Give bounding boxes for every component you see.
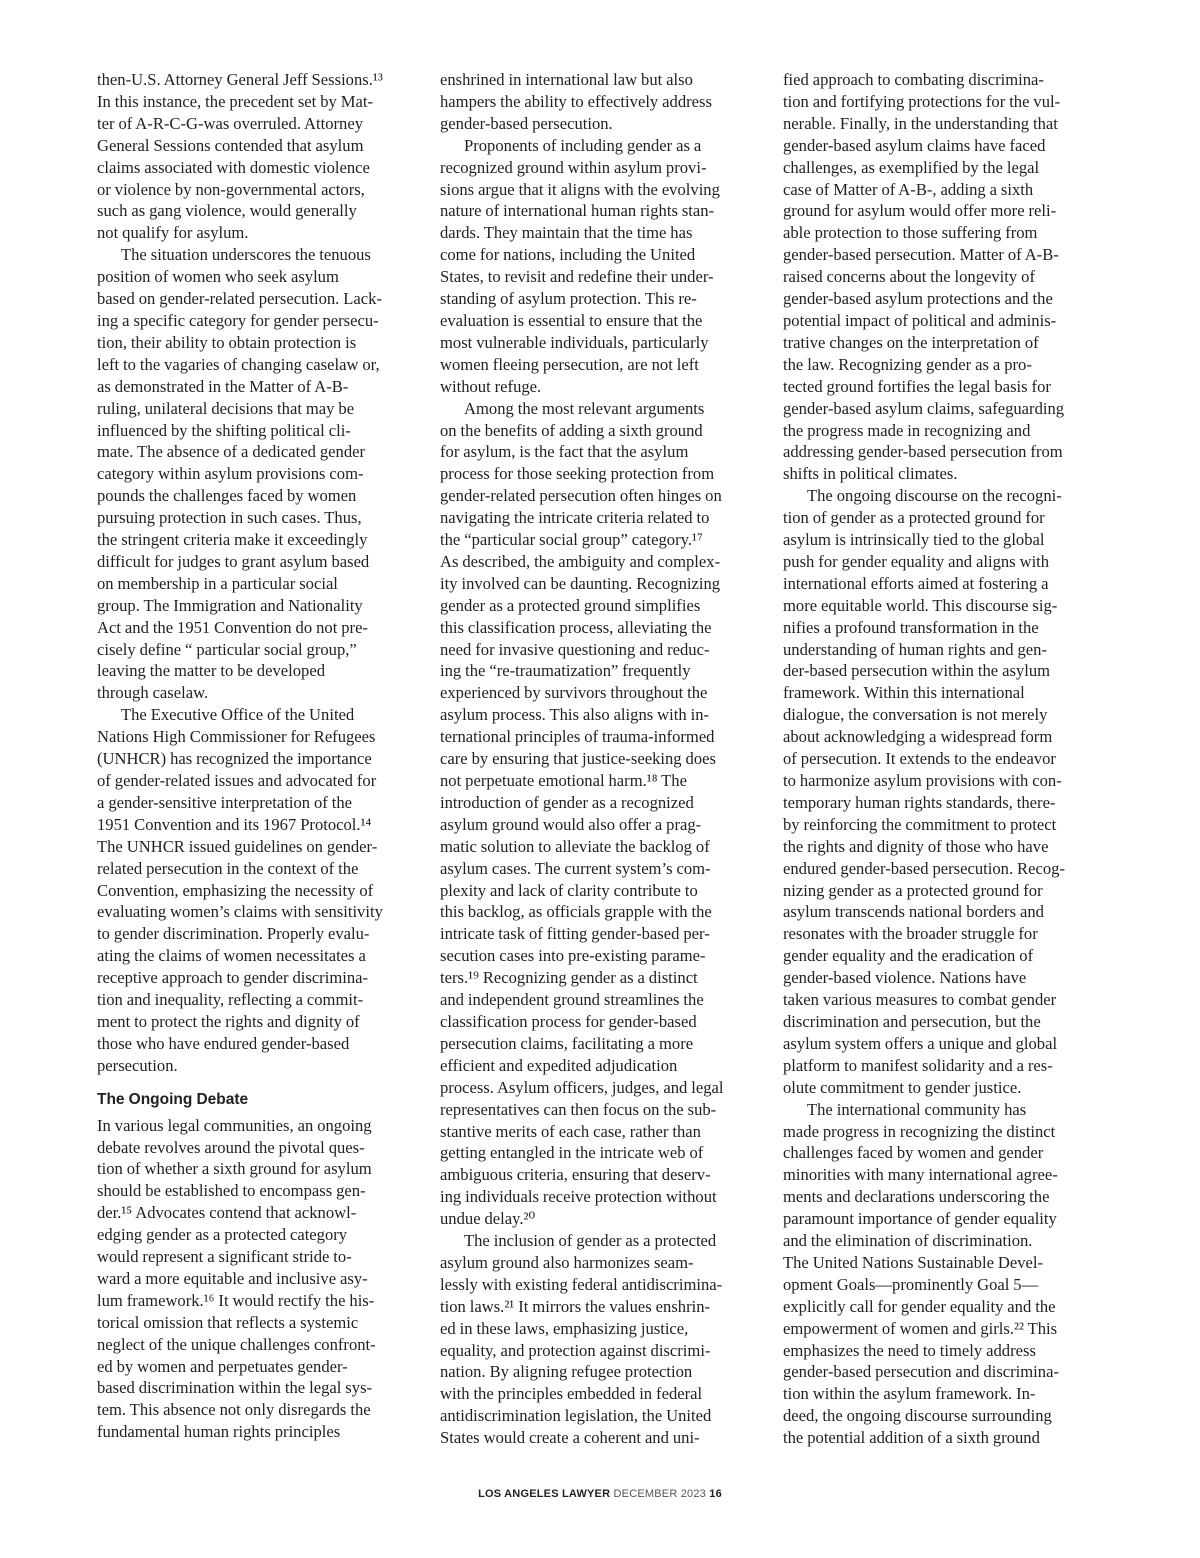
text-line: tion of gender as a protected ground for: [783, 508, 1045, 528]
text-line: In various legal communities, an ongoing: [97, 1115, 372, 1135]
text-line: ward a more equitable and inclusive asy-: [97, 1268, 368, 1288]
text-line: to gender discrimination. Properly evalu-: [97, 924, 370, 944]
text-line: Proponents of including gender as a: [464, 135, 702, 155]
text-line: the stringent criteria make it exceedingly: [97, 530, 368, 550]
text-line: debate revolves around the pivotal ques-: [97, 1137, 365, 1157]
text-line: based discrimination within the legal sys-: [97, 1378, 373, 1398]
text-line: category within asylum provisions com-: [97, 464, 364, 484]
text-line: ruling, unilateral decisions that may be: [97, 398, 355, 418]
text-line: ing individuals receive protection without: [440, 1187, 717, 1207]
text-line: der-based persecution within the asylum: [783, 661, 1051, 681]
text-line: about acknowledging a widespread form: [783, 727, 1053, 747]
text-line: claims associated with domestic violence: [97, 157, 370, 177]
text-line: paramount importance of gender equality: [783, 1209, 1057, 1229]
text-line: asylum process. This also aligns with in-: [440, 705, 710, 725]
text-line: potential impact of political and adminis-: [783, 310, 1057, 330]
text-line: the potential addition of a sixth ground: [783, 1428, 1040, 1448]
text-line: through caselaw.: [97, 683, 209, 703]
text-line: this backlog, as officials grapple with the: [440, 902, 712, 922]
text-line: more equitable world. This discourse sig-: [783, 595, 1058, 615]
text-line: torical omission that reflects a systemic: [97, 1312, 359, 1332]
text-line: not qualify for asylum.: [97, 223, 249, 243]
text-line: ter of A-R-C-G-was overruled. Attorney: [97, 113, 364, 133]
text-line: shifts in political climates.: [783, 464, 958, 484]
text-line: gender equality and the eradication of: [783, 946, 1034, 966]
text-line: tem. This absence not only disregards the: [97, 1400, 371, 1420]
text-line: lessly with existing federal antidiscrimina-: [440, 1274, 723, 1294]
text-line: antidiscrimination legislation, the United: [440, 1406, 712, 1426]
text-line: asylum is intrinsically tied to the global: [783, 530, 1045, 550]
text-line: gender-based persecution.: [440, 113, 613, 133]
section-heading: The Ongoing Debate: [97, 1090, 249, 1108]
text-line: The ongoing discourse on the recogni-: [807, 486, 1062, 506]
text-line: persecution.: [97, 1055, 178, 1075]
text-line: der.¹⁵ Advocates contend that acknowl-: [97, 1203, 357, 1223]
text-line: Convention, emphasizing the necessity of: [97, 880, 374, 900]
text-line: evaluation is essential to ensure that the: [440, 310, 703, 330]
text-line: dialogue, the conversation is not merely: [783, 705, 1048, 725]
text-line: pursuing protection in such cases. Thus,: [97, 508, 362, 528]
page-number: 16: [709, 1488, 722, 1500]
text-line: The situation underscores the tenuous: [121, 245, 371, 265]
text-line: gender-based persecution. Matter of A-B-: [783, 245, 1059, 265]
text-line: the law. Recognizing gender as a pro-: [783, 354, 1032, 374]
text-line: ed in these laws, emphasizing justice,: [440, 1318, 689, 1338]
text-line: intricate task of fitting gender-based per-: [440, 924, 710, 944]
text-line: asylum ground also harmonizes seam-: [440, 1252, 694, 1272]
text-line: resonates with the broader struggle for: [783, 924, 1038, 944]
text-line: States, to revisit and redefine their under-: [440, 267, 714, 287]
text-line: ating the claims of women necessitates a: [97, 946, 366, 966]
text-line: gender-based violence. Nations have: [783, 968, 1027, 988]
issue-date: DECEMBER 2023: [613, 1488, 706, 1500]
text-line: standing of asylum protection. This re-: [440, 289, 697, 309]
text-line: challenges faced by women and gender: [783, 1143, 1044, 1163]
text-column-1: [97, 69, 417, 1443]
text-line: endured gender-based persecution. Recog-: [783, 858, 1065, 878]
text-line: ing the “re-traumatization” frequently: [440, 661, 691, 681]
text-line: on membership in a particular social: [97, 573, 338, 593]
text-line: leaving the matter to be developed: [97, 661, 325, 681]
text-line: care by ensuring that justice-seeking does: [440, 749, 716, 769]
text-line: process for those seeking protection from: [440, 464, 715, 484]
text-line: Among the most relevant arguments: [464, 398, 705, 418]
text-line: influenced by the shifting political cli-: [97, 420, 351, 440]
text-line: the rights and dignity of those who have: [783, 836, 1049, 856]
text-line: deed, the ongoing discourse surrounding: [783, 1406, 1052, 1426]
text-line: pounds the challenges faced by women: [97, 486, 357, 506]
text-line: matic solution to alleviate the backlog of: [440, 836, 710, 856]
text-line: on the benefits of adding a sixth ground: [440, 420, 703, 440]
text-line: nerable. Finally, in the understanding that: [783, 113, 1058, 133]
text-line: ity involved can be daunting. Recognizing: [440, 573, 721, 593]
text-line: mate. The absence of a dedicated gender: [97, 442, 366, 462]
text-line: trative changes on the interpretation of: [783, 332, 1039, 352]
text-line: left to the vagaries of changing caselaw or,: [97, 354, 380, 374]
text-line: empowerment of women and girls.²² This: [783, 1318, 1058, 1338]
text-line: push for gender equality and aligns with: [783, 551, 1050, 571]
text-line: group. The Immigration and Nationality: [97, 595, 363, 615]
text-line: gender-based asylum protections and the: [783, 289, 1053, 309]
text-line: plexity and lack of clarity contribute to: [440, 880, 698, 900]
text-line: challenges, as exemplified by the legal: [783, 157, 1040, 177]
text-line: States would create a coherent and uni-: [440, 1428, 700, 1448]
text-line: asylum ground would also offer a prag-: [440, 814, 702, 834]
text-line: stantive merits of each case, rather than: [440, 1121, 701, 1141]
text-line: receptive approach to gender discrimina-: [97, 968, 369, 988]
text-line: addressing gender-based persecution from: [783, 442, 1063, 462]
text-line: asylum cases. The current system’s com-: [440, 858, 711, 878]
text-line: nifies a profound transformation in the: [783, 617, 1039, 637]
text-line: olute commitment to gender justice.: [783, 1077, 1022, 1097]
text-line: ambiguous criteria, ensuring that deserv-: [440, 1165, 711, 1185]
text-line: asylum system offers a unique and global: [783, 1033, 1058, 1053]
page-footer: [0, 1488, 1200, 1500]
text-line: getting entangled in the intricate web of: [440, 1143, 704, 1163]
text-line: position of women who seek asylum: [97, 267, 339, 287]
text-line: undue delay.²⁰: [440, 1209, 536, 1229]
text-line: (UNHCR) has recognized the importance: [97, 749, 372, 769]
text-line: made progress in recognizing the distinct: [783, 1121, 1056, 1141]
text-line: 1951 Convention and its 1967 Protocol.¹⁴: [97, 814, 372, 834]
text-line: secution cases into pre-existing parame-: [440, 946, 706, 966]
text-line: should be established to encompass gen-: [97, 1181, 366, 1201]
text-line: able protection to those suffering from: [783, 223, 1038, 243]
text-line: Nations High Commissioner for Refugees: [97, 727, 376, 747]
text-line: gender-based persecution and discrimina-: [783, 1362, 1059, 1382]
text-line: sions argue that it aligns with the evolving: [440, 179, 720, 199]
text-line: ed by women and perpetuates gender-: [97, 1356, 348, 1376]
text-line: for asylum, is the fact that the asylum: [440, 442, 689, 462]
text-line: tion of whether a sixth ground for asylum: [97, 1159, 372, 1179]
text-column-2: [440, 69, 760, 1449]
text-line: As described, the ambiguity and complex-: [440, 551, 721, 571]
text-line: without refuge.: [440, 376, 542, 396]
text-line: those who have endured gender-based: [97, 1033, 350, 1053]
text-line: most vulnerable individuals, particularly: [440, 332, 709, 352]
text-line: fundamental human rights principles: [97, 1422, 341, 1442]
text-line: neglect of the unique challenges confront-: [97, 1334, 376, 1354]
text-line: efficient and expedited adjudication: [440, 1055, 678, 1075]
text-line: need for invasive questioning and reduc-: [440, 639, 710, 659]
text-line: tion and fortifying protections for the vul-: [783, 91, 1061, 111]
text-line: ternational principles of trauma-informed: [440, 727, 715, 747]
text-line: the “particular social group” category.¹⁷: [440, 530, 703, 550]
text-line: raised concerns about the longevity of: [783, 267, 1035, 287]
text-line: representatives can then focus on the sub-: [440, 1099, 717, 1119]
text-line: cisely define “ particular social group,”: [97, 639, 357, 659]
text-line: The UNHCR issued guidelines on gender-: [97, 836, 378, 856]
text-line: gender-based asylum claims, safeguarding: [783, 398, 1065, 418]
text-line: persecution claims, facilitating a more: [440, 1033, 694, 1053]
text-line: introduction of gender as a recognized: [440, 792, 694, 812]
text-line: temporary human rights standards, there-: [783, 792, 1056, 812]
text-line: ground for asylum would offer more reli-: [783, 201, 1057, 221]
text-line: discrimination and persecution, but the: [783, 1011, 1041, 1031]
text-line: process. Asylum officers, judges, and legal: [440, 1077, 724, 1097]
text-line: taken various measures to combat gender: [783, 990, 1057, 1010]
text-line: equality, and protection against discrimi-: [440, 1340, 711, 1360]
text-line: nature of international human rights stan-: [440, 201, 715, 221]
text-line: not perpetuate emotional harm.¹⁸ The: [440, 771, 687, 790]
text-line: The international community has: [807, 1099, 1027, 1119]
text-line: Act and the 1951 Convention do not pre-: [97, 617, 368, 637]
text-line: and the elimination of discrimination.: [783, 1231, 1033, 1251]
text-line: The United Nations Sustainable Devel-: [783, 1252, 1044, 1272]
text-line: ing a specific category for gender persecu-: [97, 310, 379, 330]
text-line: to harmonize asylum provisions with con-: [783, 771, 1062, 790]
text-line: tected ground fortifies the legal basis for: [783, 376, 1051, 396]
text-line: ments and declarations underscoring the: [783, 1187, 1050, 1207]
text-line: gender as a protected ground simplifies: [440, 595, 701, 615]
text-line: navigating the intricate criteria related to: [440, 508, 710, 528]
text-line: minorities with many international agree-: [783, 1165, 1058, 1185]
text-line: a gender-sensitive interpretation of the: [97, 792, 353, 812]
text-line: or violence by non-governmental actors,: [97, 179, 365, 199]
text-line: such as gang violence, would generally: [97, 201, 357, 221]
text-line: dards. They maintain that the time has: [440, 223, 693, 243]
text-line: would represent a significant stride to-: [97, 1247, 352, 1267]
text-line: of gender-related issues and advocated for: [97, 771, 377, 790]
text-line: come for nations, including the United: [440, 245, 696, 265]
text-line: ment to protect the rights and dignity of: [97, 1011, 360, 1031]
text-line: of persecution. It extends to the endeavor: [783, 749, 1056, 769]
text-line: enshrined in international law but also: [440, 70, 693, 89]
text-line: related persecution in the context of the: [97, 858, 359, 878]
text-line: tion laws.²¹ It mirrors the values enshrin-: [440, 1296, 711, 1316]
text-line: classification process for gender-based: [440, 1011, 697, 1031]
text-line: edging gender as a protected category: [97, 1225, 348, 1245]
text-line: opment Goals—prominently Goal 5—: [783, 1274, 1039, 1294]
text-line: tion within the asylum framework. In-: [783, 1384, 1036, 1404]
text-line: international efforts aimed at fostering a: [783, 573, 1049, 593]
text-line: tion and inequality, reflecting a commit-: [97, 990, 364, 1010]
text-line: understanding of human rights and gen-: [783, 639, 1047, 659]
text-line: emphasizes the need to timely address: [783, 1340, 1036, 1360]
text-line: General Sessions contended that asylum: [97, 135, 364, 155]
text-line: and independent ground streamlines the: [440, 990, 704, 1010]
text-column-3: [783, 69, 1103, 1449]
text-line: case of Matter of A-B-, adding a sixth: [783, 179, 1034, 199]
text-line: difficult for judges to grant asylum based: [97, 551, 370, 571]
text-line: asylum transcends national borders and: [783, 902, 1044, 922]
text-line: recognized ground within asylum provi-: [440, 157, 707, 177]
text-line: nizing gender as a protected ground for: [783, 880, 1043, 900]
text-line: tion, their ability to obtain protection is: [97, 332, 357, 352]
text-line: by reinforcing the commitment to protect: [783, 814, 1057, 834]
text-line: lum framework.¹⁶ It would rectify the his-: [97, 1290, 375, 1310]
text-line: framework. Within this international: [783, 683, 1025, 703]
text-line: explicitly call for gender equality and the: [783, 1296, 1056, 1316]
text-line: fied approach to combating discrimina-: [783, 70, 1044, 89]
text-line: The inclusion of gender as a protected: [464, 1231, 717, 1251]
text-line: platform to manifest solidarity and a res-: [783, 1055, 1053, 1075]
text-line: evaluating women’s claims with sensitivity: [97, 902, 383, 922]
text-line: with the principles embedded in federal: [440, 1384, 703, 1404]
publication-name: LOS ANGELES LAWYER: [478, 1488, 611, 1500]
text-line: gender-based asylum claims have faced: [783, 135, 1046, 155]
text-line: the progress made in recognizing and: [783, 420, 1031, 440]
text-line: women fleeing persecution, are not left: [440, 354, 699, 374]
text-line: gender-related persecution often hinges on: [440, 486, 722, 506]
text-line: ters.¹⁹ Recognizing gender as a distinct: [440, 968, 698, 988]
text-line: hampers the ability to effectively address: [440, 91, 712, 111]
text-line: In this instance, the precedent set by Mat-: [97, 91, 373, 111]
text-line: this classification process, alleviating the: [440, 617, 712, 637]
text-line: The Executive Office of the United: [121, 705, 355, 725]
text-line: then-U.S. Attorney General Jeff Sessions.¹³: [97, 70, 383, 89]
text-line: experienced by survivors throughout the: [440, 683, 708, 703]
text-line: based on gender-related persecution. Lack-: [97, 289, 382, 309]
text-line: as demonstrated in the Matter of A-B-: [97, 376, 349, 396]
text-line: nation. By aligning refugee protection: [440, 1362, 693, 1382]
